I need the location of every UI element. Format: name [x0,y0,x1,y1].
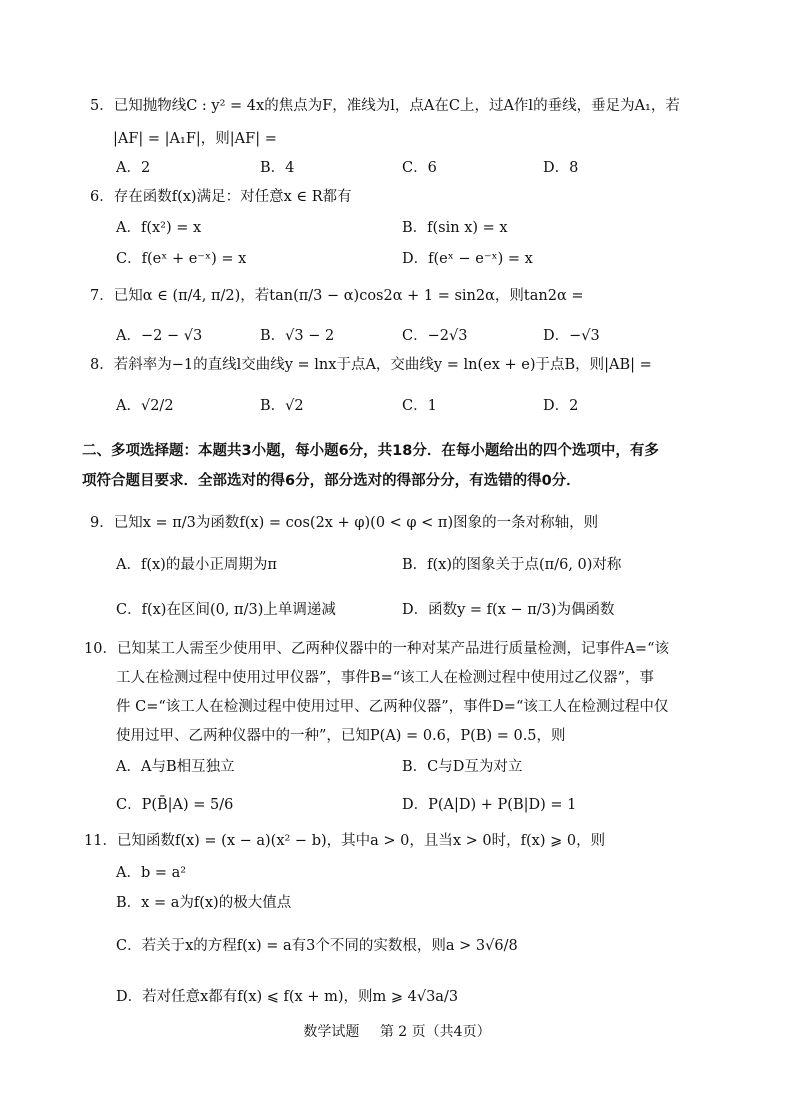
q6-option-a: A．f(x²) = x [116,220,202,236]
q9-option-d: D．函数y = f(x − π/3)为偶函数 [402,602,615,618]
q10-stem-line2: 工人在检测过程中使用过甲仪器”，事件B=“该工人在检测过程中使用过乙仪器”，事 [116,670,655,686]
q10-stem-line3: 件 C=“该工人在检测过程中使用过甲、乙两种仪器”，事件D=“该工人在检测过程中仅 [116,699,669,715]
q7-option-a: A．−2 − √3 [116,328,203,344]
section2-heading-line1: 二、多项选择题：本题共3小题，每小题6分，共18分．在每小题给出的四个选项中，有多 [82,443,659,459]
q10-stem-line4: 使用过甲、乙两种仪器中的一种”，已知P(A) = 0.6，P(B) = 0.5，则 [116,728,566,744]
q9-stem: 9．已知x = π/3为函数f(x) = cos(2x + φ)(0 < φ < π)图象的一条对称轴，则 [90,515,599,531]
q5-option-d: D．8 [543,160,579,176]
section2-heading-line2: 项符合题目要求．全部选对的得6分，部分选对的得部分分，有选错的得0分． [82,473,581,489]
q6-option-c: C．f(eˣ + e⁻ˣ) = x [116,251,247,267]
q5-stem-line1: 5．已知抛物线C : y² = 4x的焦点为F，准线为l，点A在C上，过A作l的垂线，垂足为A₁，若 [90,98,680,114]
q10-option-b: B．C与D互为对立 [402,759,523,775]
q10-option-c: C．P(B̄|A) = 5/6 [116,797,234,813]
q5-option-c: C．6 [402,160,437,176]
q8-stem: 8．若斜率为−1的直线l交曲线y = lnx于点A，交曲线y = ln(ex + e)于点B，则|AB| = [90,357,652,373]
q6-stem: 6．存在函数f(x)满足：对任意x ∈ R都有 [90,189,352,205]
q11-option-c: C．若关于x的方程f(x) = a有3个不同的实数根，则a > 3√6/8 [116,938,518,954]
q6-option-d: D．f(eˣ − e⁻ˣ) = x [402,251,533,267]
q8-option-a: A．√2/2 [116,398,174,414]
footer-subject: 数学试题 [303,1024,360,1040]
q5-option-b: B．4 [260,160,295,176]
q7-option-c: C．−2√3 [402,328,468,344]
q7-option-d: D．−√3 [543,328,600,344]
q9-option-b: B．f(x)的图象关于点(π/6, 0)对称 [402,557,622,573]
q11-stem: 11．已知函数f(x) = (x − a)(x² − b)，其中a > 0，且当x > 0时，f(x) ⩾ 0，则 [84,833,606,849]
footer-page-number: 第 2 页（共4页） [379,1024,491,1040]
q11-option-d: D．若对任意x都有f(x) ⩽ f(x + m)，则m ⩾ 4√3a/3 [116,989,459,1005]
q9-option-a: A．f(x)的最小正周期为π [116,557,277,573]
q5-option-a: A．2 [116,160,151,176]
q11-option-b: B．x = a为f(x)的极大值点 [116,895,292,911]
q8-option-b: B．√2 [260,398,304,414]
q11-option-a: A．b = a² [116,865,187,881]
q7-stem: 7．已知α ∈ (π/4, π/2)，若tan(π/3 − α)cos2α + 1 = sin2α，则tan2α = [90,288,584,304]
q6-option-b: B．f(sin x) = x [402,220,508,236]
q7-option-b: B．√3 − 2 [260,328,335,344]
q10-stem-line1: 10．已知某工人需至少使用甲、乙两种仪器中的一种对某产品进行质量检测，记事件A=“该 [84,641,669,657]
q8-option-d: D．2 [543,398,579,414]
q10-option-d: D．P(A|D) + P(B|D) = 1 [402,797,577,813]
q8-option-c: C．1 [402,398,437,414]
q5-stem-line2: |AF| = |A₁F|，则|AF| = [113,131,277,147]
page-footer [0,1021,794,1041]
q9-option-c: C．f(x)在区间(0, π/3)上单调递减 [116,602,336,618]
q10-option-a: A．A与B相互独立 [116,759,235,775]
